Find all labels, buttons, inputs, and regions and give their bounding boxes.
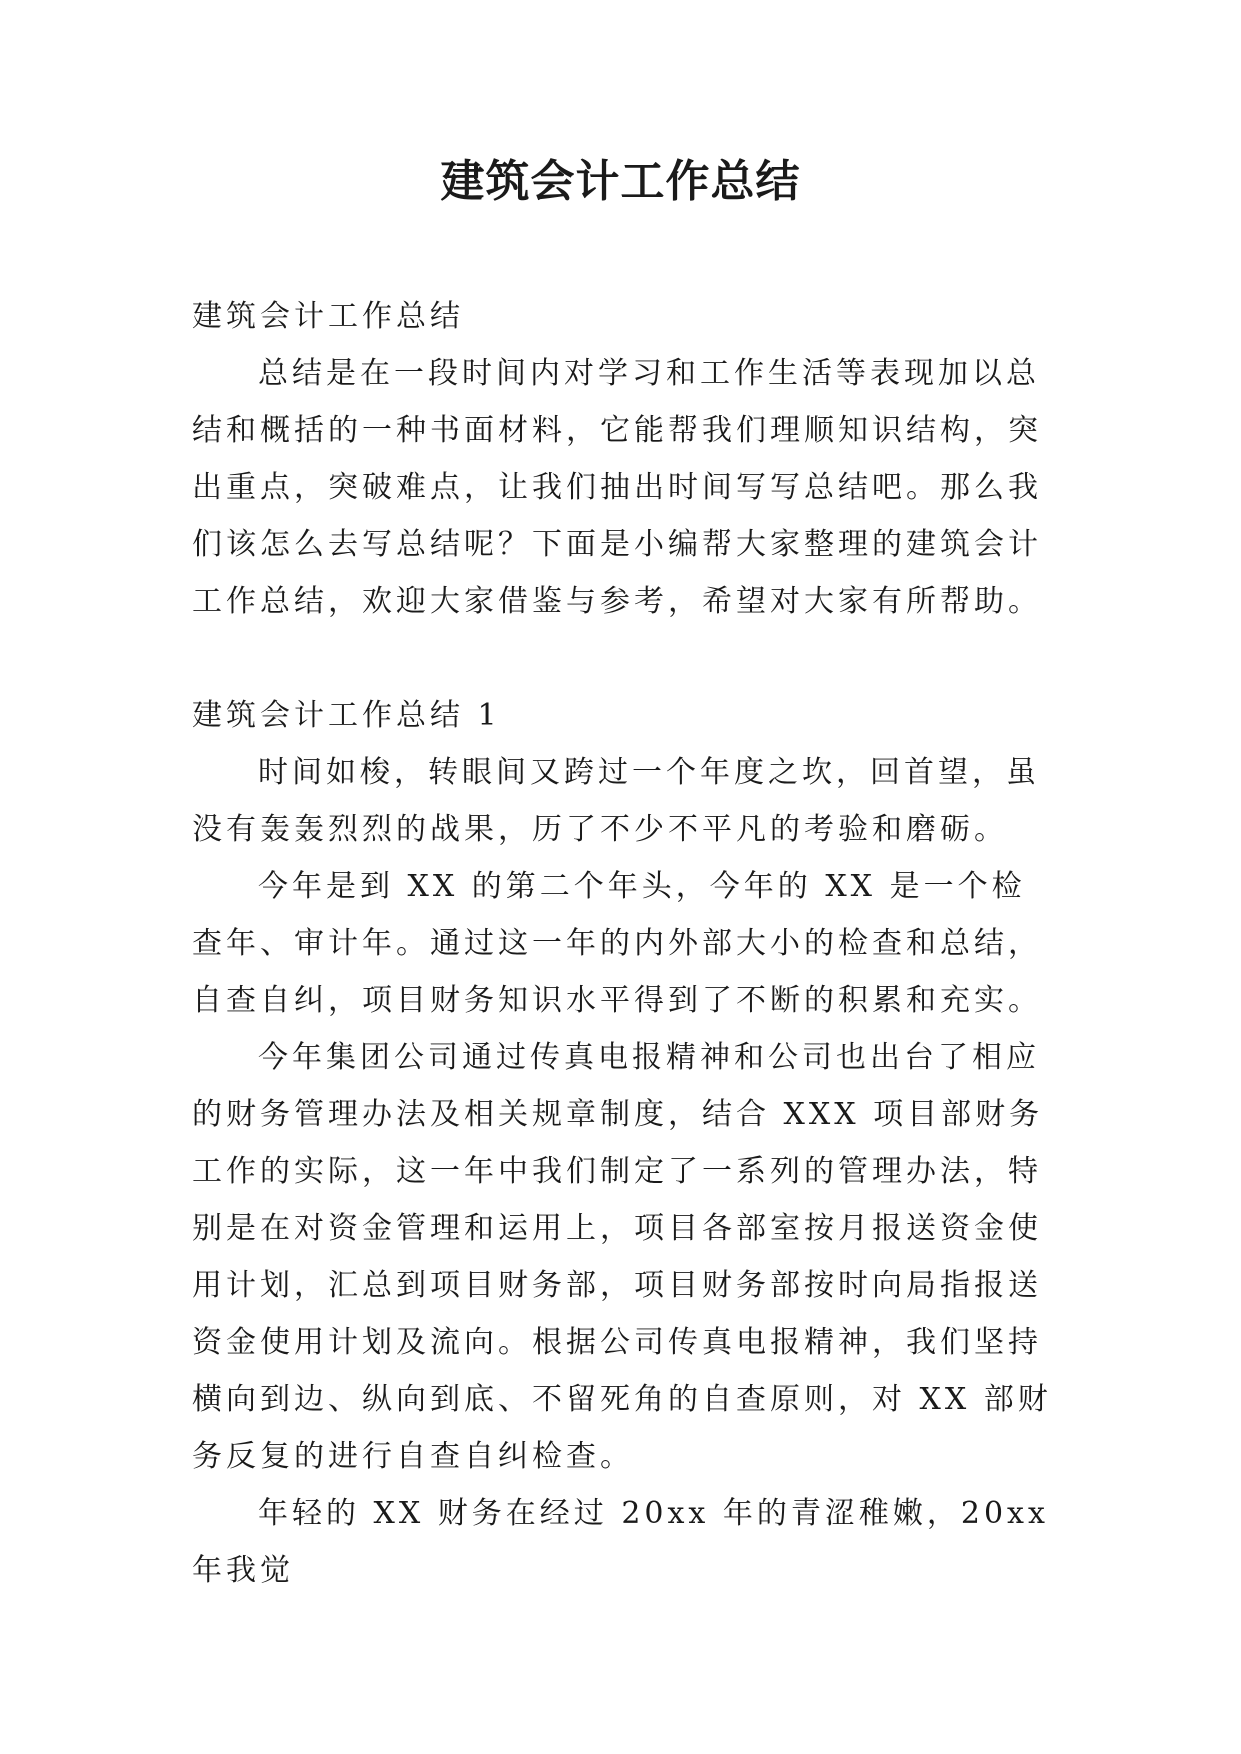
body-paragraph: 时间如梭，转眼间又跨过一个年度之坎，回首望，虽没有轰轰烈烈的战果，历了不少不平凡的考验和磨砺。 (192, 755, 1040, 847)
intro-paragraph: 总结是在一段时间内对学习和工作生活等表现加以总结和概括的一种书面材料，它能帮我们理顺知识结构，突出重点，突破难点，让我们抽出时间写写总结吧。那么我们该怎么去写总结呢？下面是小编帮大家整理的建筑会计工作总结，欢迎大家借鉴与参考，希望对大家有所帮助。 (192, 356, 1042, 619)
section-heading: 建筑会计工作总结 1 (192, 698, 501, 733)
document-title: 建筑会计工作总结 (440, 156, 801, 207)
document-body (192, 288, 1052, 1599)
body-paragraph: 今年是到 XX 的第二个年头，今年的 XX 是一个检查年、审计年。通过这一年的内外部大小的检查和总结，自查自纠，项目财务知识水平得到了不断的积累和充实。 (192, 869, 1042, 1018)
body-paragraph: 年轻的 XX 财务在经过 20xx 年的青涩稚嫩，20xx 年我觉 (192, 1496, 1049, 1588)
body-paragraph: 今年集团公司通过传真电报精神和公司也出台了相应的财务管理办法及相关规章制度，结合 XXX 项目部财务工作的实际，这一年中我们制定了一系列的管理办法，特别是在对资金管理和运用上，项目各部室按月报送资金使用计划，汇总到项目财务部，项目财务部按时向局指报送资金使用计划及流向。根据公司传真电报精神，我们坚持横向到边、纵向到底、不留死角的自查原则，对 XX 部财务反复的进行自查自纠检查。 (192, 1040, 1052, 1474)
section-spacer (192, 630, 1052, 687)
intro-heading: 建筑会计工作总结 (192, 299, 464, 334)
